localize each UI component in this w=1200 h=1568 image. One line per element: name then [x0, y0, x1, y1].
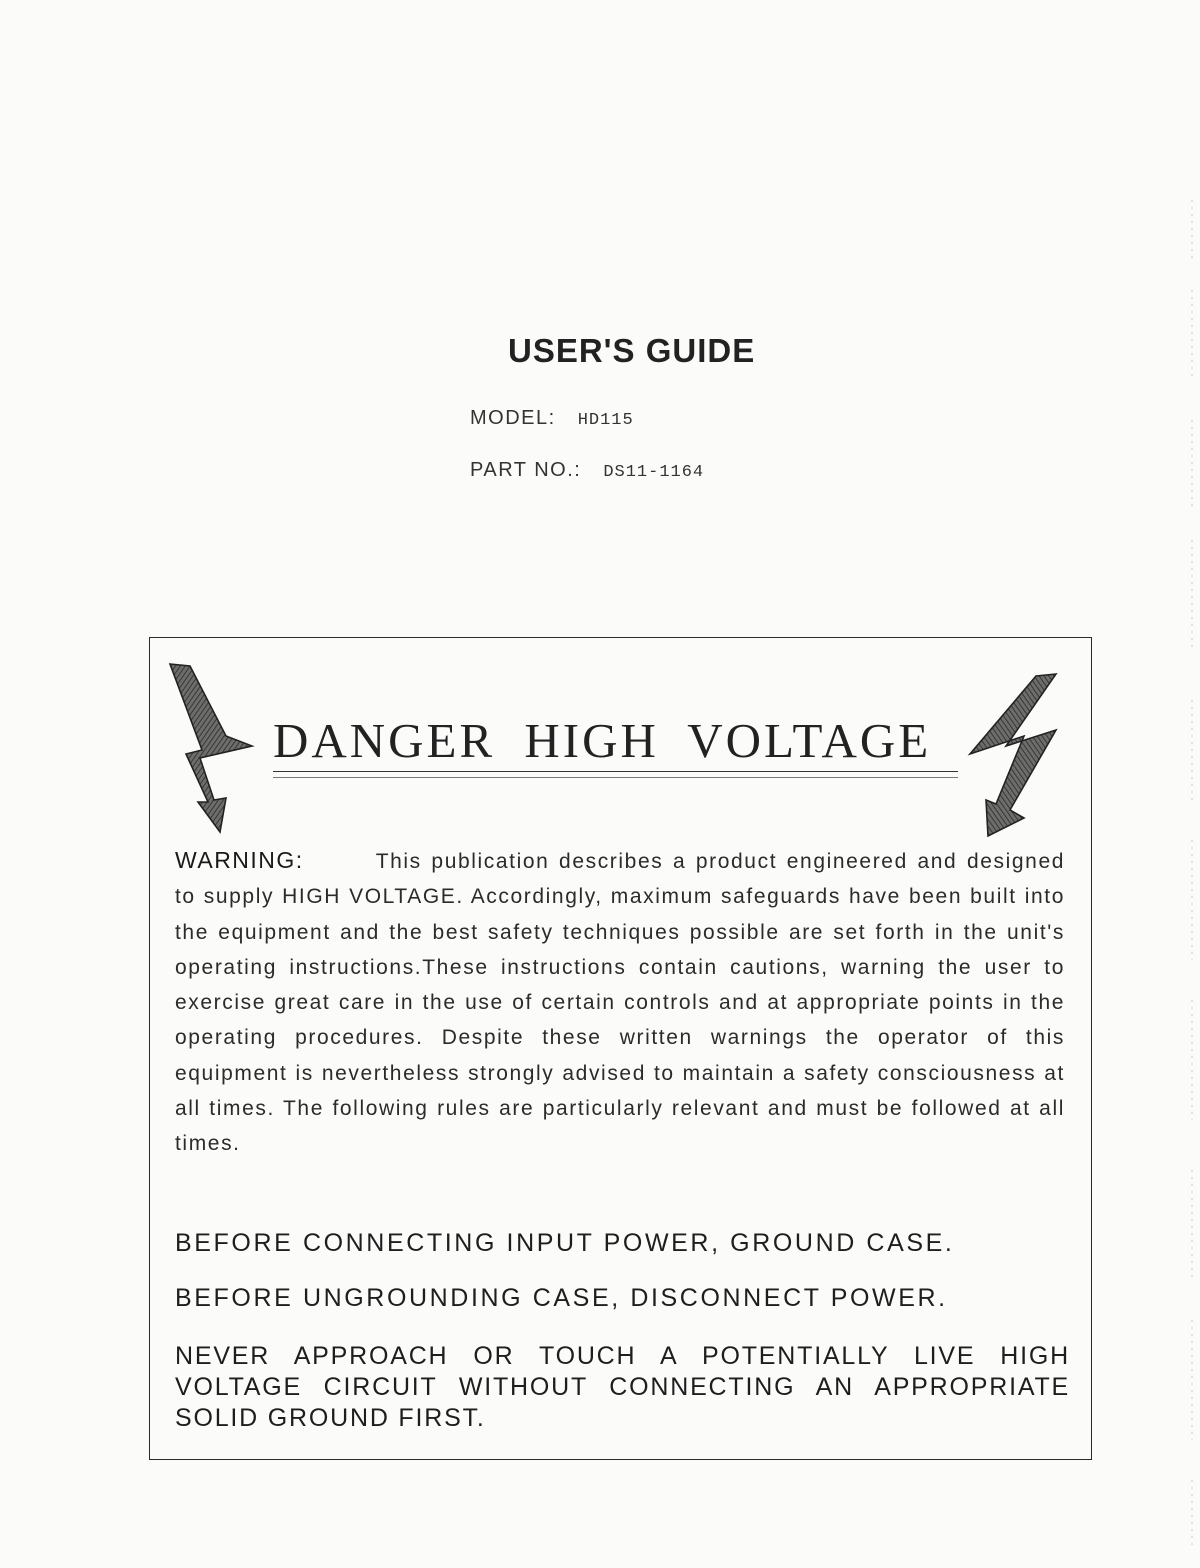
heading-underline: [273, 771, 958, 772]
lightning-bolt-icon: [966, 670, 1066, 840]
heading-underline: [273, 777, 958, 778]
part-number-label: PART NO.:: [470, 459, 582, 481]
part-number-value: DS11-1164: [603, 463, 705, 482]
model-label: MODEL:: [470, 407, 556, 429]
warning-paragraph: [175, 843, 1065, 1162]
danger-heading: DANGER HIGH VOLTAGE: [273, 713, 932, 768]
model-line: [470, 407, 634, 430]
warning-text: This publication describes a product engineered and designed to supply HIGH VOLTAGE. Accordingly, maximum safeguards have been built into the equipment and the best safety techniques possible are set forth in the unit's operating instructions.These instructions contain cautions, warning the user to exercise great care in the use of certain controls and at appropriate points in the operating procedures. Despite these written warnings the operator of this equipment is nevertheless strongly advised to maintain a safety consciousness at all times. The following rules are particularly relevant and must be followed at all times.: [175, 850, 1065, 1156]
safety-rule: BEFORE CONNECTING INPUT POWER, GROUND CASE.: [175, 1229, 955, 1257]
safety-rule: NEVER APPROACH OR TOUCH A POTENTIALLY LIVE HIGH VOLTAGE CIRCUIT WITHOUT CONNECTING AN APPROPRIATE SOLID GROUND FIRST.: [175, 1342, 1070, 1432]
model-value: HD115: [577, 411, 634, 430]
safety-rule: BEFORE UNGROUNDING CASE, DISCONNECT POWER.: [175, 1284, 948, 1312]
part-number-line: [470, 459, 704, 482]
scan-edge-artifacts: [1182, 180, 1196, 1560]
lightning-bolt-icon: [168, 662, 258, 837]
guide-title: USER'S GUIDE: [508, 332, 756, 369]
warning-label: WARNING:: [175, 847, 304, 873]
